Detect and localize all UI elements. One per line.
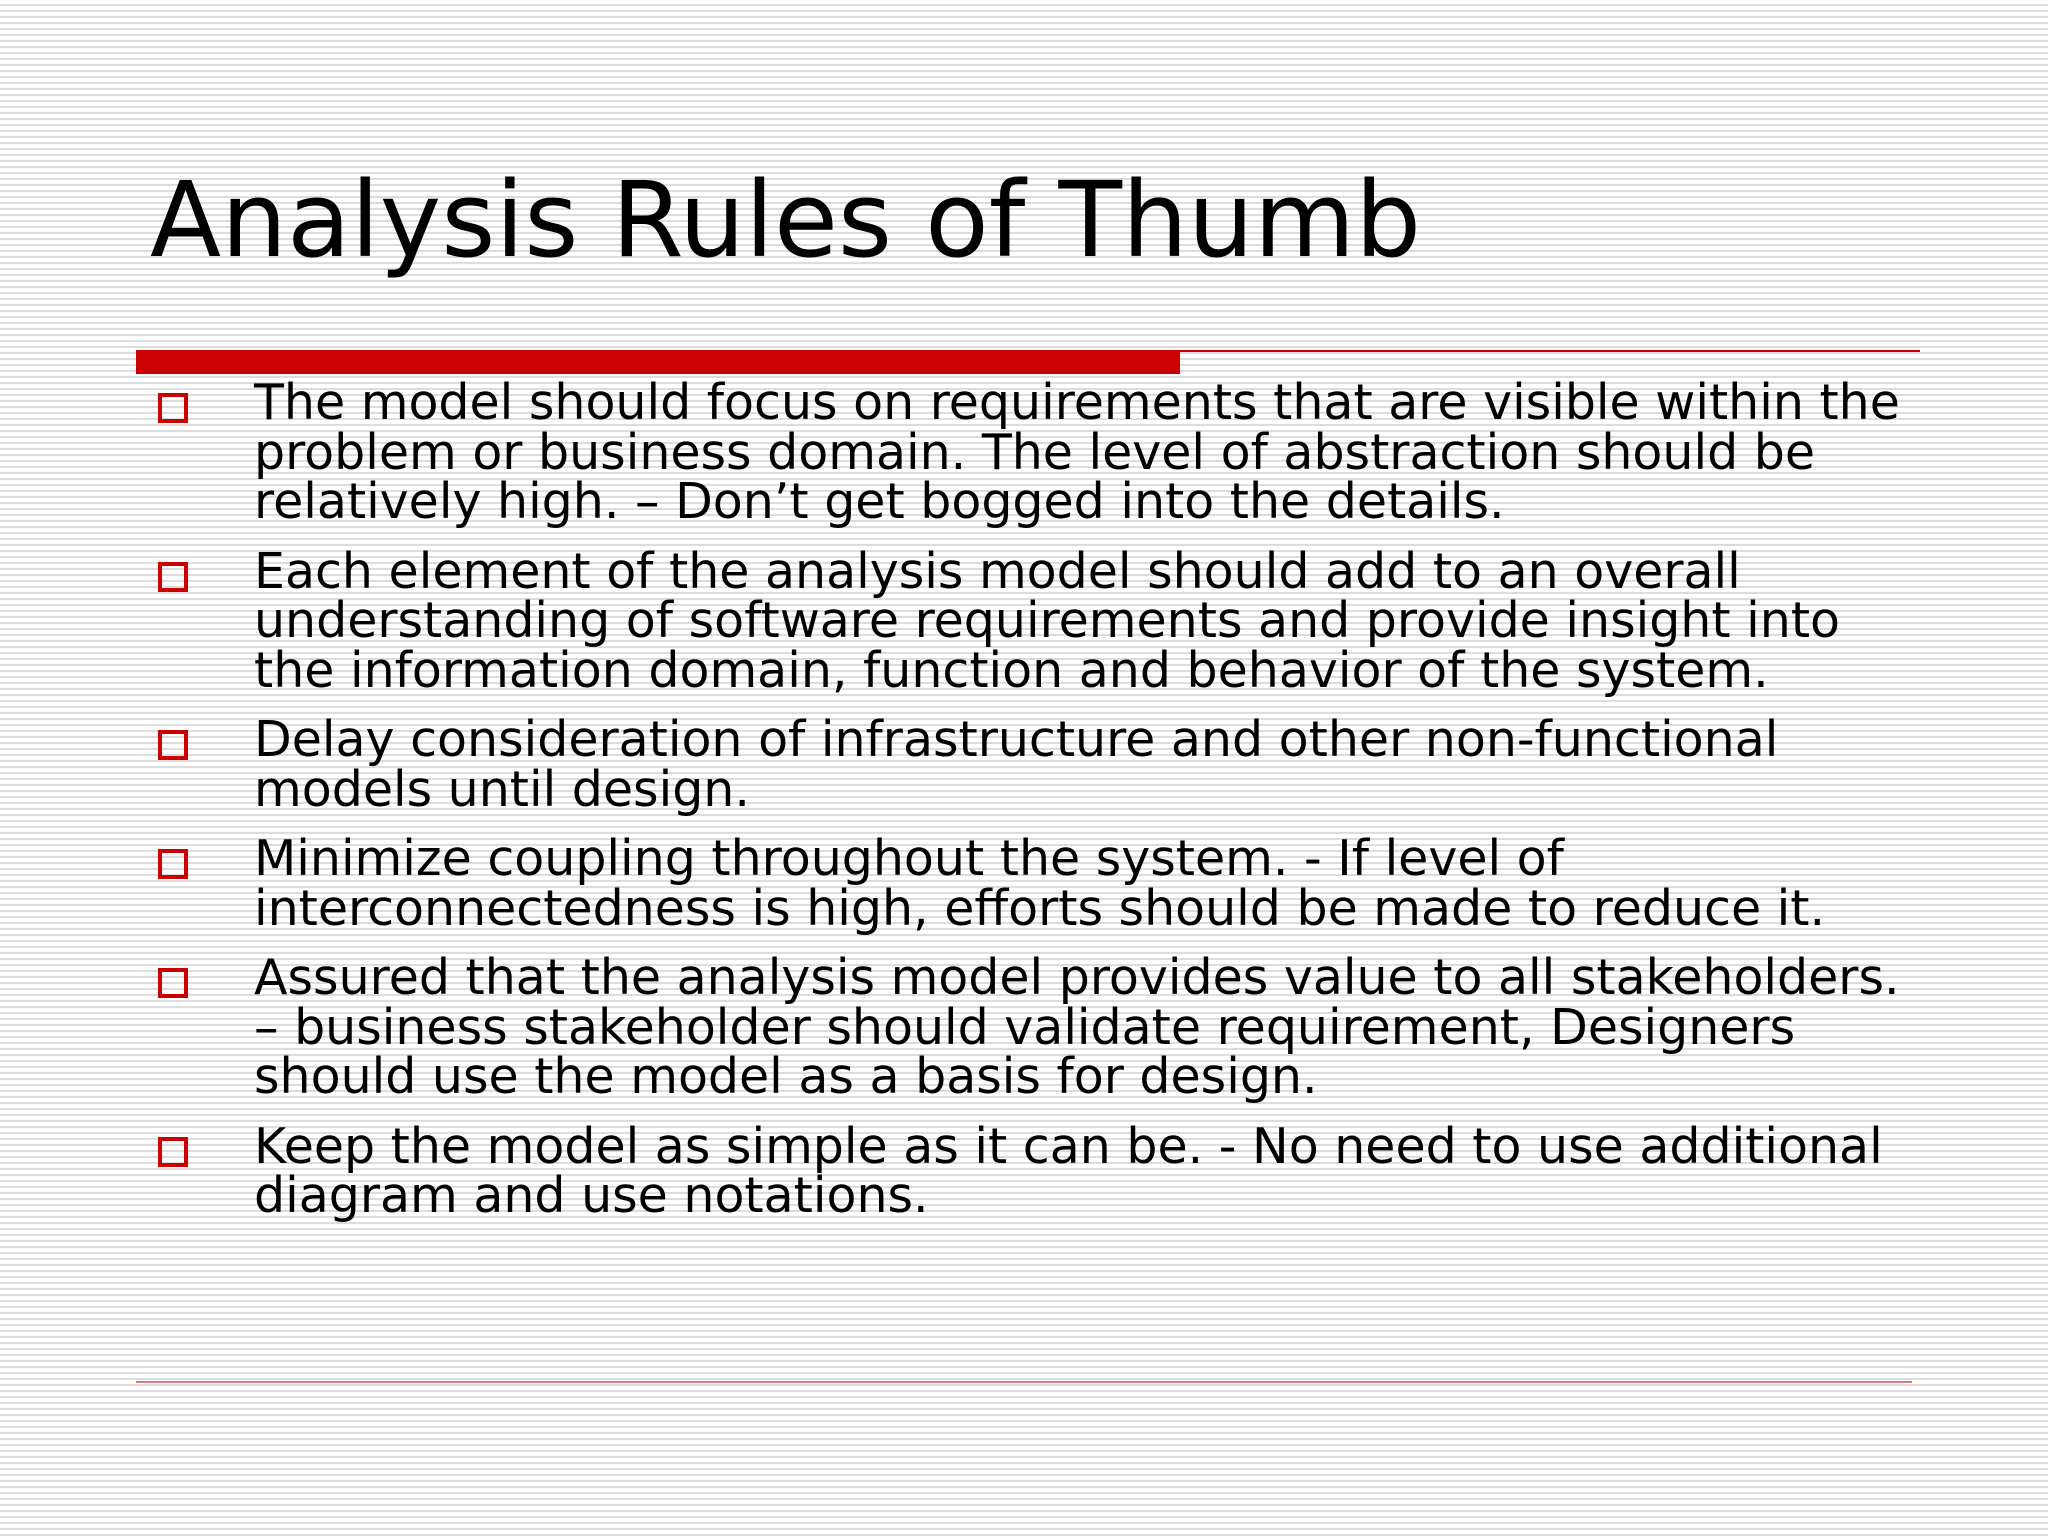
bullet-text: Minimize coupling throughout the system. - If level of interconnectedness is high, efforts should be made to reduce it.	[254, 830, 1826, 937]
bullet-text: Keep the model as simple as it can be. - No need to use additional diagram and use notations.	[254, 1117, 1883, 1224]
hollow-square-icon	[158, 730, 188, 760]
hollow-square-icon	[158, 562, 188, 592]
slide-title: Analysis Rules of Thumb	[150, 159, 1422, 281]
bullet-item	[150, 711, 1910, 818]
bullet-item	[150, 830, 1910, 937]
bottom-rule	[136, 1381, 1912, 1383]
bullet-text: The model should focus on requirements that are visible within the problem or business domain. The level of abstraction should be relatively high. – Don’t get bogged into the details.	[254, 374, 1900, 530]
bullet-list	[150, 374, 1910, 1241]
bullet-text: Delay consideration of infrastructure and other non-functional models until design.	[254, 711, 1779, 818]
hollow-square-icon	[158, 393, 188, 423]
bullet-item	[150, 1117, 1910, 1224]
bullet-item	[150, 374, 1910, 530]
hollow-square-icon	[158, 849, 188, 879]
hollow-square-icon	[158, 1137, 188, 1167]
bullet-text: Assured that the analysis model provides value to all stakeholders. – business stakeholder should validate requirement, Designers should use the model as a basis for design.	[254, 949, 1900, 1105]
bullet-item	[150, 949, 1910, 1105]
bullet-text: Each element of the analysis model should add to an overall understanding of software requirements and provide insight into the information domain, function and behavior of the system.	[254, 542, 1841, 699]
title-underline-thick	[136, 350, 1180, 374]
bullet-item	[150, 542, 1910, 699]
hollow-square-icon	[158, 968, 188, 998]
title-underline-thin	[1180, 350, 1920, 352]
